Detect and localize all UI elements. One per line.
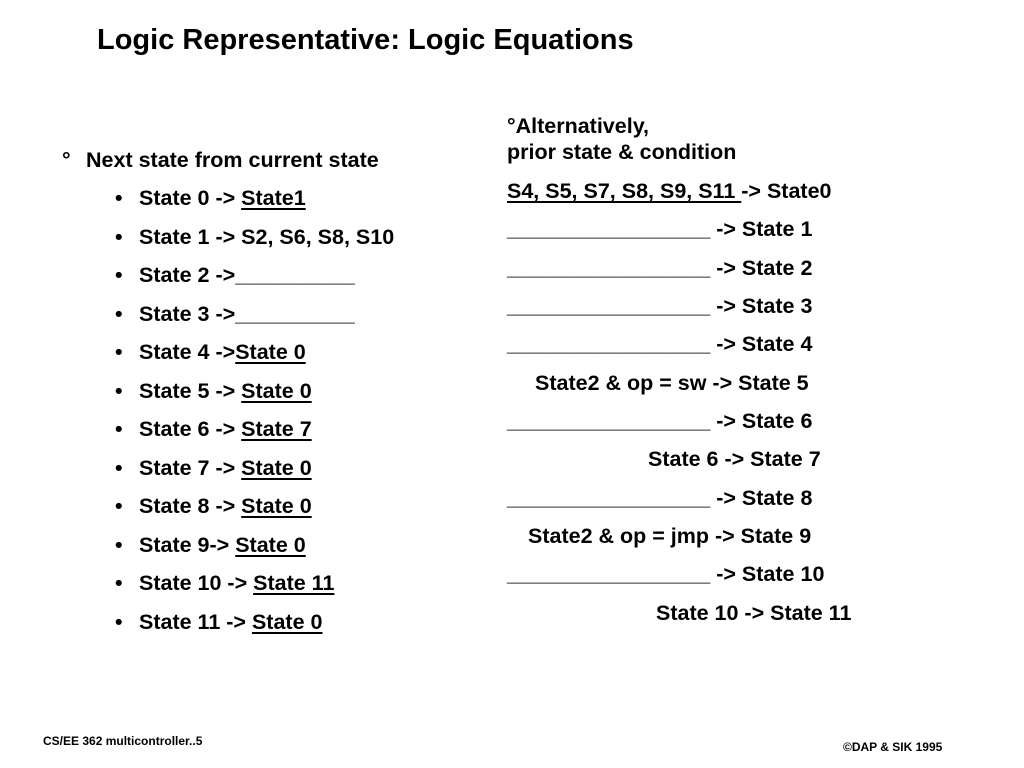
list-item-text: State 6 -> (139, 417, 242, 441)
equation-row (507, 485, 812, 511)
equation-text: -> State0 (741, 179, 832, 203)
list-item (115, 455, 312, 481)
bullet-icon: • (115, 533, 123, 557)
list-item-underlined-state: State 0 (235, 340, 306, 364)
bullet-icon: • (115, 610, 123, 634)
course-footer: CS/EE 362 multicontroller..5 (43, 734, 203, 748)
list-item-text: State 10 -> (139, 571, 254, 595)
equation-text: _________________ -> State 4 (507, 332, 813, 356)
equation-text: State2 & op = jmp -> State 9 (528, 524, 812, 548)
list-item (115, 185, 306, 211)
prior-state-heading: prior state & condition (507, 140, 737, 164)
equation-row (507, 216, 812, 242)
list-item (115, 493, 312, 519)
list-item (115, 570, 334, 596)
equation-underlined-states: S4, S5, S7, S8, S9, S11 (507, 179, 742, 203)
equation-text: State2 & op = sw -> State 5 (535, 371, 809, 395)
list-item-underlined-state: State 0 (241, 379, 312, 403)
bullet-icon: • (115, 263, 123, 287)
list-item (115, 609, 322, 635)
list-item-text: State 9-> (139, 533, 236, 557)
next-state-column (0, 0, 500, 700)
bullet-icon: • (115, 340, 123, 364)
equation-text: _________________ -> State 8 (507, 486, 813, 510)
equation-text: _________________ -> State 10 (507, 562, 825, 586)
list-item-text: State 11 -> (139, 610, 252, 634)
bullet-icon: • (115, 456, 123, 480)
bullet-icon: • (115, 571, 123, 595)
bullet-icon: • (115, 417, 123, 441)
next-state-heading-text: Next state from current state (86, 148, 379, 172)
alternatively-heading: °Alternatively, (507, 114, 650, 138)
prior-state-column (500, 0, 1024, 700)
list-item-underlined-state: State 11 (253, 571, 335, 595)
list-item (115, 224, 394, 250)
list-item-text: State 0 -> (139, 186, 242, 210)
equation-row (507, 178, 832, 204)
equation-row (507, 255, 812, 281)
equation-row (507, 561, 824, 587)
list-item-text: State 7 -> (139, 456, 242, 480)
equation-row (507, 331, 812, 357)
list-item (115, 301, 355, 327)
bullet-icon: • (115, 186, 123, 210)
next-state-heading (62, 147, 379, 173)
list-item-text: State 8 -> (139, 494, 242, 518)
equation-text: _________________ -> State 1 (507, 217, 813, 241)
equation-row (648, 446, 821, 472)
equation-text: _________________ -> State 2 (507, 256, 813, 280)
list-item (115, 378, 312, 404)
equation-text: State 10 -> State 11 (656, 601, 852, 625)
list-item-underlined-state: State 0 (241, 494, 312, 518)
slide-title: Logic Representative: Logic Equations (97, 24, 634, 56)
list-item-text: State 4 -> (139, 340, 236, 364)
list-item (115, 532, 306, 558)
equation-row (528, 523, 811, 549)
list-item (115, 339, 306, 365)
list-item-text: State 3 ->__________ (139, 302, 355, 326)
list-item (115, 416, 312, 442)
list-item-text: State 5 -> (139, 379, 242, 403)
bullet-icon: • (115, 225, 123, 249)
list-item-underlined-state: State 0 (241, 456, 312, 480)
bullet-icon: • (115, 494, 123, 518)
list-item-underlined-state: State 7 (241, 417, 312, 441)
list-item-underlined-state: State 0 (251, 610, 323, 634)
list-item-text: State 1 -> S2, S6, S8, S10 (139, 225, 395, 249)
bullet-icon: • (115, 379, 123, 403)
degree-bullet-icon: ° (62, 148, 71, 172)
equation-row (507, 293, 812, 319)
equation-text: _________________ -> State 6 (507, 409, 813, 433)
equation-row (656, 600, 851, 626)
equation-text: State 6 -> State 7 (648, 447, 821, 471)
copyright-footer: ©DAP & SIK 1995 (843, 740, 943, 754)
list-item-text: State 2 ->__________ (139, 263, 355, 287)
list-item-underlined-state: State 0 (235, 533, 306, 557)
bullet-icon: • (115, 302, 123, 326)
list-item-underlined-state: State1 (241, 186, 306, 210)
equation-row (507, 408, 812, 434)
equation-row (535, 370, 809, 396)
equation-text: _________________ -> State 3 (507, 294, 813, 318)
list-item (115, 262, 355, 288)
